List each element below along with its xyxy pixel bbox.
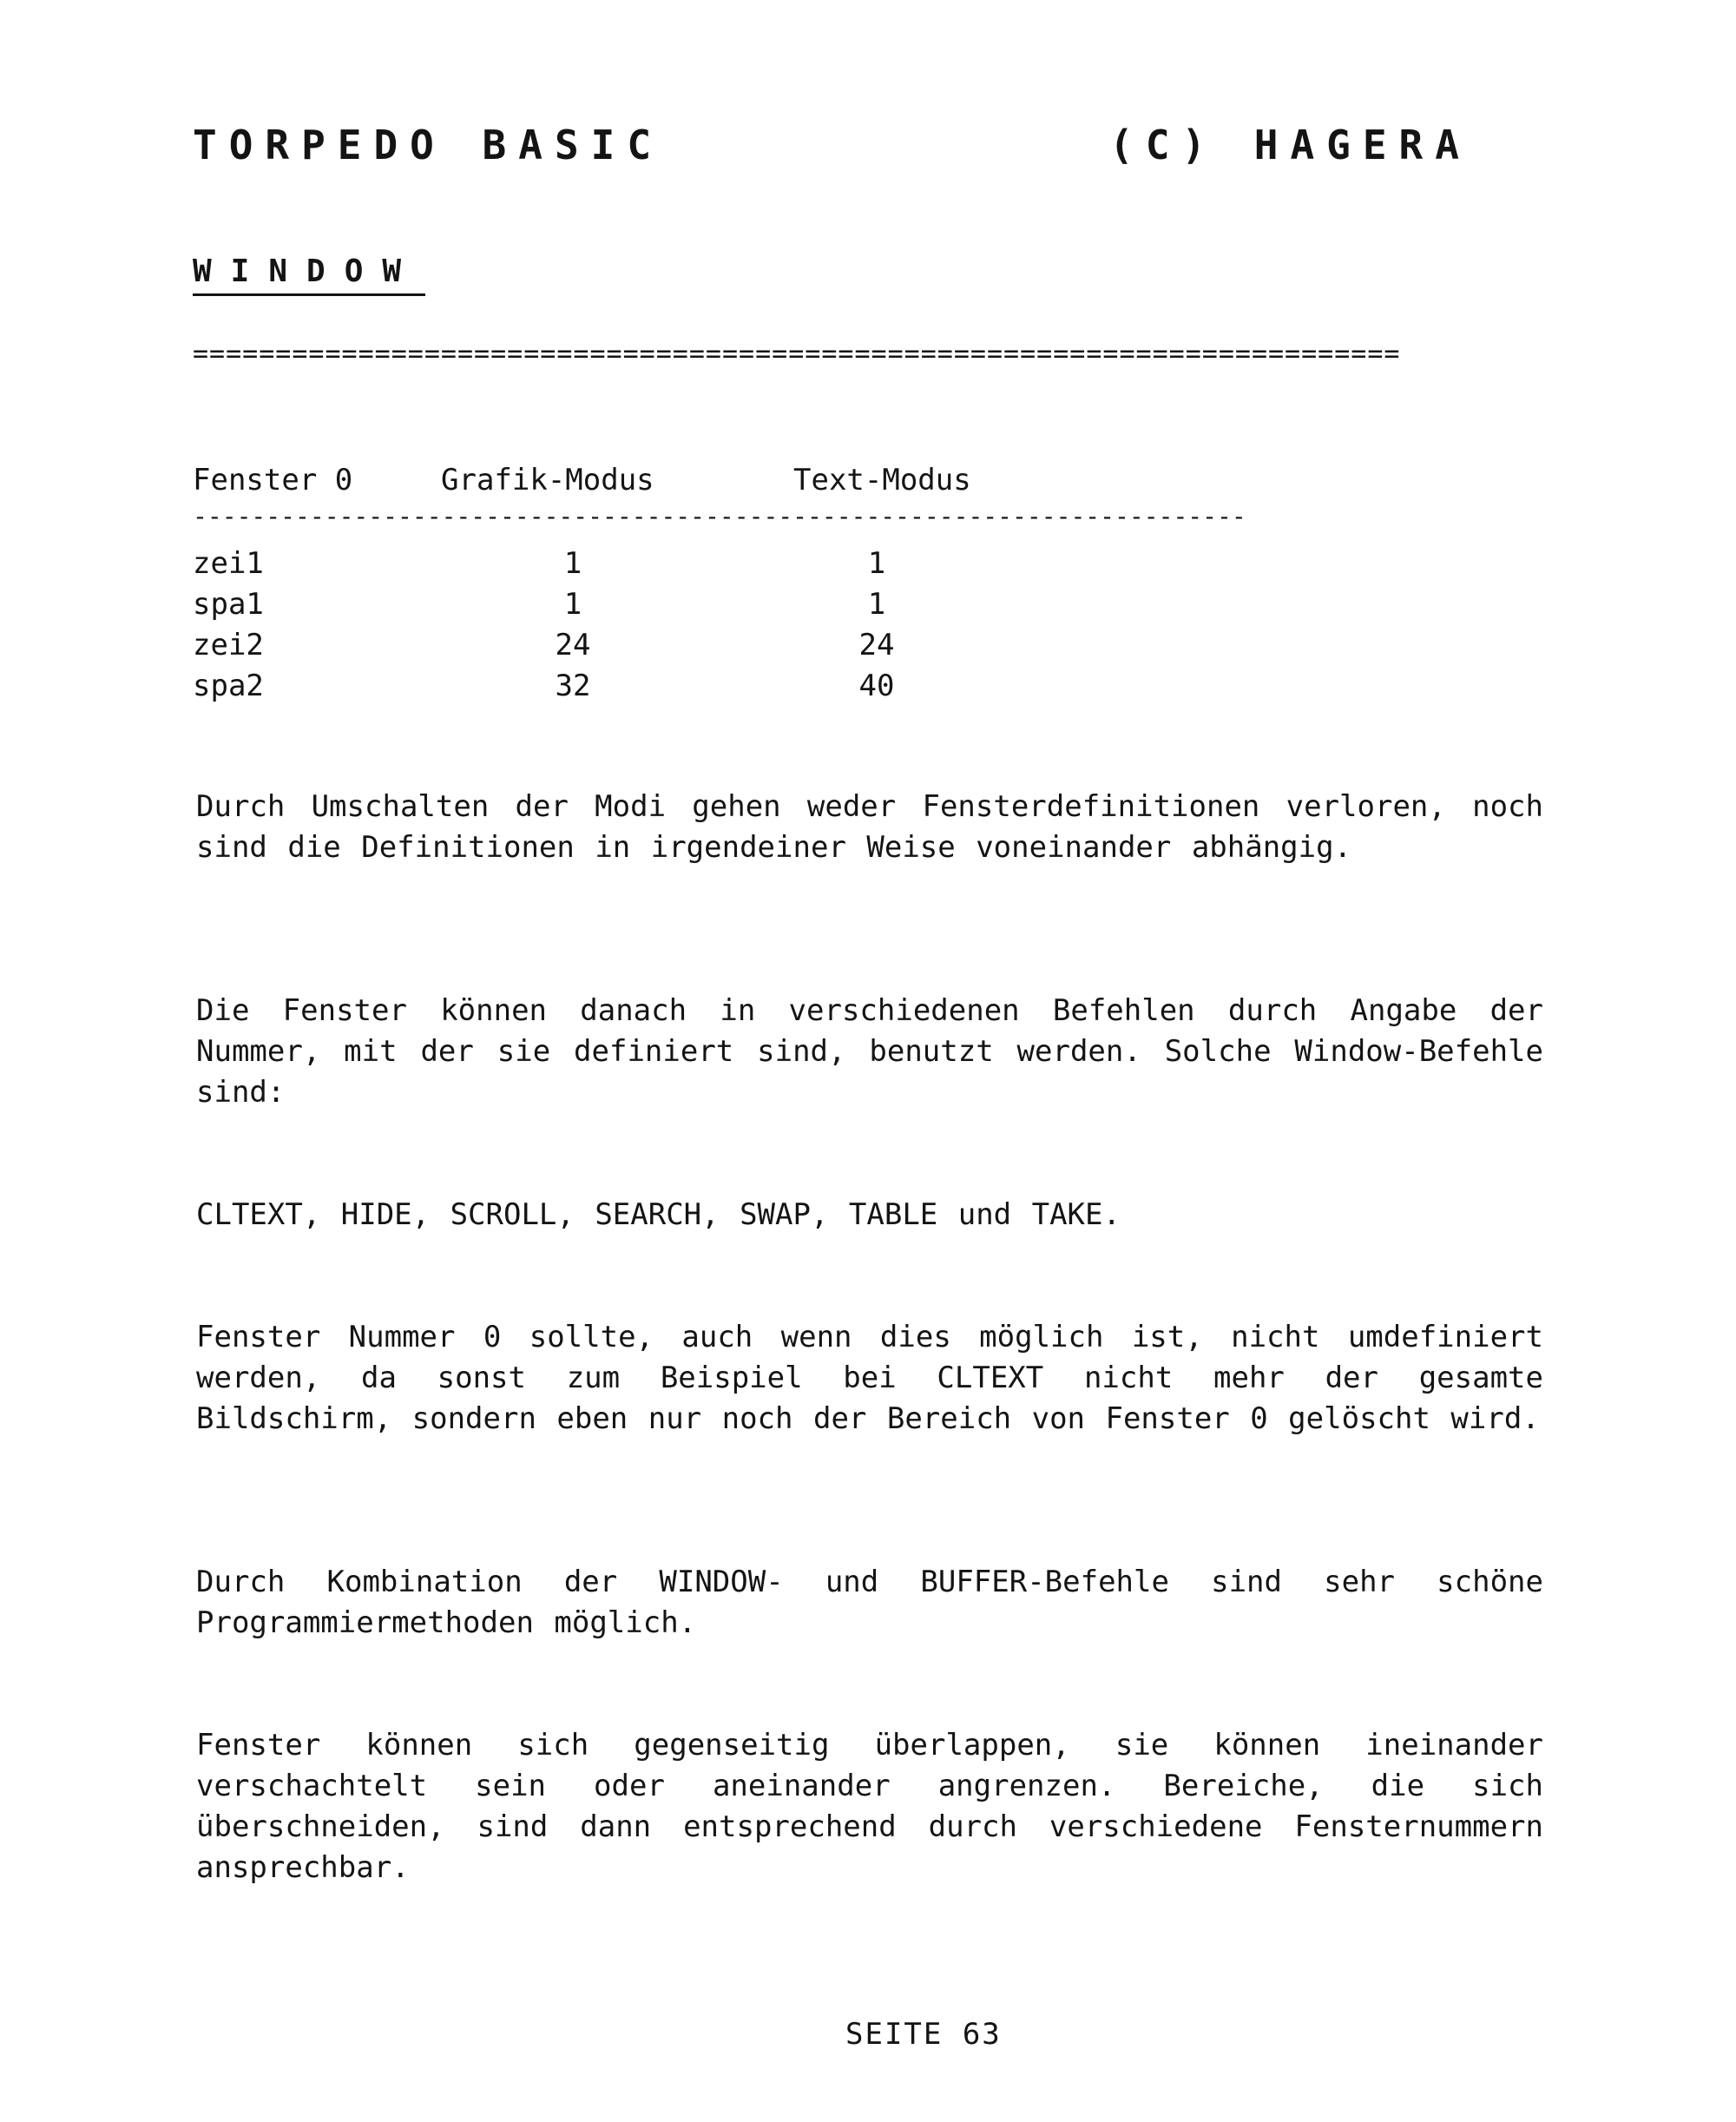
table-row-label: zei2: [193, 628, 264, 662]
table-header-window: Fenster 0: [193, 463, 353, 498]
paragraph-command-list: CLTEXT, HIDE, SCROLL, SEARCH, SWAP, TABLE und TAKE.: [196, 1197, 1121, 1232]
table-row-label: spa2: [193, 669, 264, 703]
table-cell-grafik: 1: [563, 546, 582, 581]
table-cell-text: 1: [867, 587, 886, 622]
table-header-text: Text-Modus: [793, 463, 971, 498]
title-underline: [193, 293, 425, 296]
page-number: SEITE 63: [845, 2017, 1002, 2052]
table-cell-text: 24: [858, 628, 895, 662]
table-cell-text: 1: [867, 546, 886, 581]
table-cell-grafik: 1: [563, 587, 582, 622]
header-right: (C) HAGERA: [1109, 122, 1471, 168]
header-left: TORPEDO BASIC: [193, 122, 664, 168]
paragraph-combination: Durch Kombination der WINDOW- und BUFFER-Befehle sind sehr schöne Programmiermethoden möglich.: [196, 1565, 1543, 1640]
table-cell-grafik: 24: [555, 628, 591, 662]
table-rule: ------------------------------------------------------------------------: [193, 502, 1246, 530]
table-cell-grafik: 32: [555, 669, 591, 703]
paragraph-window-zero: Fenster Nummer 0 sollte, auch wenn dies möglich ist, nicht umdefiniert werden, da sonst zum Beispiel bei CLTEXT nicht mehr der gesamte Bildschirm, sondern eben nur noch der Bereich von Fenster 0 gelöscht wird.: [196, 1320, 1543, 1436]
table-row-label: spa1: [193, 587, 264, 622]
section-title: WINDOW: [193, 254, 421, 289]
table-header-grafik: Grafik-Modus: [441, 463, 654, 498]
separator-rule: =========================================================================: [193, 339, 1401, 369]
table-cell-text: 40: [858, 669, 895, 703]
paragraph-commands-intro: Die Fenster können danach in verschiedenen Befehlen durch Angabe der Nummer, mit der sie definiert sind, benutzt werden. Solche Window-Befehle sind:: [196, 993, 1543, 1110]
paragraph-modes: Durch Umschalten der Modi gehen weder Fensterdefinitionen verloren, noch sind die Definitionen in irgendeiner Weise voneinander abhängig.: [196, 789, 1543, 865]
table-row-label: zei1: [193, 546, 264, 581]
paragraph-overlap: Fenster können sich gegenseitig überlappen, sie können ineinander verschachtelt sein oder aneinander angrenzen. Bereiche, die sich überschneiden, sind dann entsprechend durch verschiedene Fensternummern ansprechbar.: [196, 1728, 1543, 1885]
